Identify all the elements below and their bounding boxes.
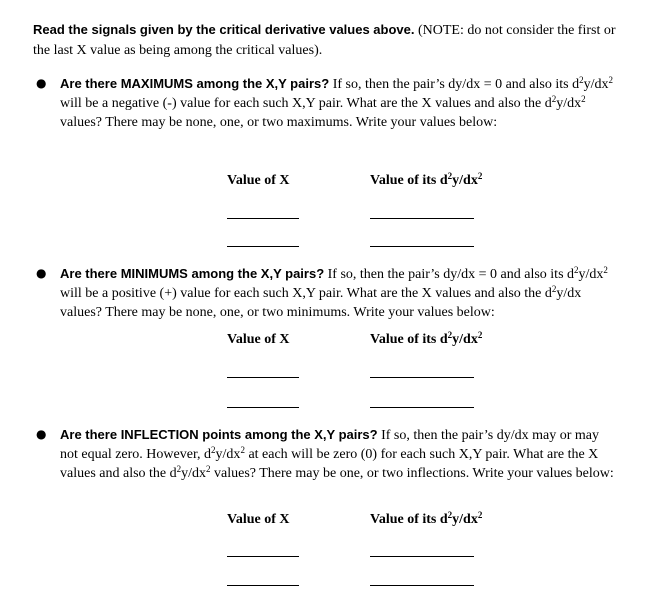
col-header-text: Value of its d <box>370 332 448 347</box>
intro-paragraph <box>33 20 633 61</box>
col-header-x: Value of X <box>227 332 290 347</box>
maximums-text: y/dx <box>556 96 582 111</box>
superscript: 2 <box>447 171 453 181</box>
maximums-question <box>36 74 620 132</box>
superscript: 2 <box>581 94 586 104</box>
superscript: 2 <box>206 464 211 474</box>
inf-x-blank-2[interactable] <box>227 585 299 586</box>
max-x-blank-2[interactable] <box>227 246 299 247</box>
maximums-text: y/dx <box>583 77 609 92</box>
superscript: 2 <box>603 265 608 275</box>
col-header-text: y/dx <box>452 332 478 347</box>
bullet-icon: ● <box>36 427 47 441</box>
max-x-blank-1[interactable] <box>227 218 299 219</box>
superscript: 2 <box>447 510 453 520</box>
inf-d2-blank-1[interactable] <box>370 556 474 557</box>
col-header-text: Value of its d <box>370 173 448 188</box>
min-x-blank-1[interactable] <box>227 377 299 378</box>
col-header-text: Value of its d <box>370 512 448 527</box>
max-d2-blank-1[interactable] <box>370 218 474 219</box>
minimums-text: y/dx values? There may be none, one, or two minimums. Write your values below: <box>60 286 582 320</box>
inflection-question <box>36 425 620 483</box>
col-header-x: Value of X <box>227 512 290 527</box>
superscript: 2 <box>477 510 483 520</box>
maximums-text: If so, then the pair’s dy/dx = 0 and also its d <box>329 77 580 92</box>
col-header-text: y/dx <box>452 173 478 188</box>
inflection-text: y/dx <box>181 466 207 481</box>
inf-x-blank-1[interactable] <box>227 556 299 557</box>
maximums-text: will be a negative (-) value for each such X,Y pair. What are the X values and also the d <box>60 96 552 111</box>
superscript: 2 <box>176 464 182 474</box>
superscript: 2 <box>574 265 579 275</box>
intro-lead: Read the signals given by the critical derivative values above. <box>33 22 415 37</box>
minimums-text: will be a positive (+) value for each such X,Y pair. What are the X values and also the d <box>60 286 552 301</box>
inflection-text: values? There may be one, or two inflections. Write your values below: <box>210 466 614 481</box>
superscript: 2 <box>211 445 216 455</box>
col-header-text: y/dx <box>452 512 478 527</box>
superscript: 2 <box>579 75 584 85</box>
superscript: 2 <box>551 94 557 104</box>
col-header-d2 <box>370 332 482 348</box>
inflection-text: at each will be zero (0) for each such X,Y pair. What are the X values and also the d <box>60 447 599 481</box>
inflection-lead: Are there INFLECTION points among the X,Y pairs? <box>60 427 378 442</box>
maximums-text: values? There may be none, one, or two maximums. Write your values below: <box>60 115 498 130</box>
col-header-d2 <box>370 173 482 189</box>
max-d2-blank-2[interactable] <box>370 246 474 247</box>
superscript: 2 <box>240 445 245 455</box>
minimums-question <box>36 264 620 322</box>
superscript: 2 <box>477 330 483 340</box>
bullet-icon: ● <box>36 266 47 280</box>
min-d2-blank-1[interactable] <box>370 377 474 378</box>
bullet-icon: ● <box>36 76 47 90</box>
superscript: 2 <box>477 171 483 181</box>
min-d2-blank-2[interactable] <box>370 407 474 408</box>
superscript: 2 <box>551 284 557 294</box>
maximums-lead: Are there MAXIMUMS among the X,Y pairs? <box>60 76 330 91</box>
col-header-x: Value of X <box>227 173 290 188</box>
inflection-text: y/dx <box>215 447 241 462</box>
minimums-text: y/dx <box>578 267 604 282</box>
superscript: 2 <box>447 330 453 340</box>
col-header-d2 <box>370 512 482 528</box>
superscript: 2 <box>608 75 613 85</box>
minimums-lead: Are there MINIMUMS among the X,Y pairs? <box>60 266 325 281</box>
inf-d2-blank-2[interactable] <box>370 585 474 586</box>
min-x-blank-2[interactable] <box>227 407 299 408</box>
minimums-text: If so, then the pair’s dy/dx = 0 and also its d <box>324 267 575 282</box>
intro-note: (NOTE: do not consider the first or the last X value as being among the critical values). <box>33 23 616 58</box>
inflection-text: If so, then the pair’s dy/dx may or may not equal zero. However, d <box>60 428 599 462</box>
